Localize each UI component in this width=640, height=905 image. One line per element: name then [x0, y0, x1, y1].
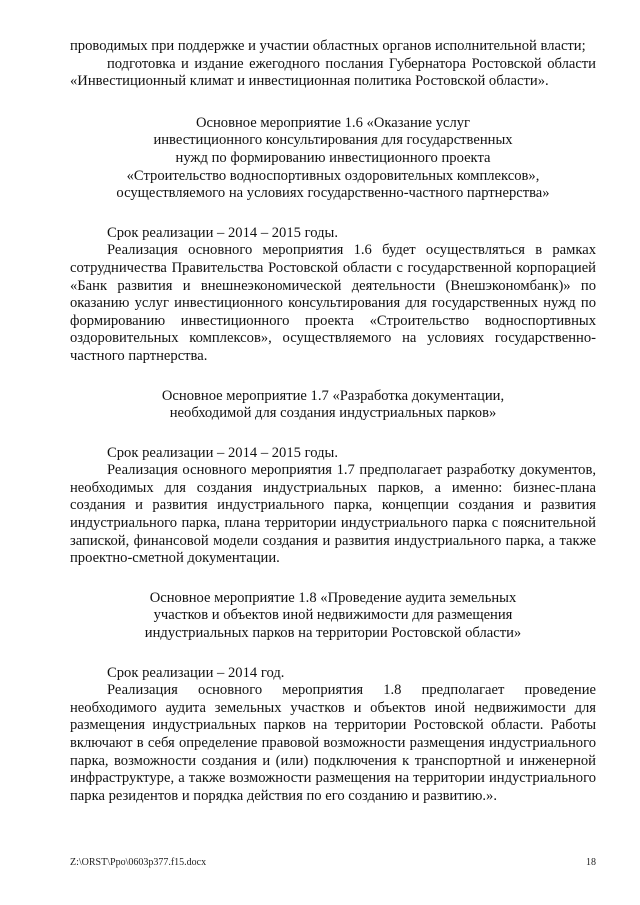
- page-number: 18: [586, 857, 596, 868]
- intro-paragraph: подготовка и издание ежегодного послания Губернатора Ростовской области «Инвестиционный климат и инвестиционная политика Ростовской области».: [70, 55, 596, 90]
- section-1-6: [70, 115, 596, 366]
- section-heading-line: индустриальных парков на территории Ростовской области»: [144, 625, 522, 642]
- implementation-term: Срок реализации – 2014 – 2015 годы.: [107, 224, 338, 241]
- section-body: Реализация основного мероприятия 1.8 предполагает проведение необходимого аудита земельных участков и объектов иной недвижимости для размещения индустриальных парков на территории Ростовской области. Работы включают в себя определение правовой возможности размещения индустриального парка, возможности создания и (или) подключения к транспортной и инженерной инфраструктуре, а также возможности размещения на территории индустриального парка резидентов и порядка действия по его созданию и развитию.».: [70, 682, 596, 804]
- implementation-term: Срок реализации – 2014 год.: [107, 664, 285, 681]
- section-heading-line: необходимой для создания индустриальных парков»: [169, 405, 497, 422]
- section-1-7: [70, 388, 596, 568]
- section-heading-line: Основное мероприятие 1.7 «Разработка документации,: [161, 387, 505, 404]
- file-path: Z:\ORST\Ppo\0603p377.f15.docx: [70, 857, 207, 868]
- section-heading-line: Основное мероприятие 1.6 «Оказание услуг: [195, 114, 471, 131]
- section-body: Реализация основного мероприятия 1.7 предполагает разработку документов, необходимых для создания индустриальных парков, а именно: бизнес-плана создания и развития индустриального парка, концепции создания и развития индустриального парка, плана территории индустриального парка с пояснительной запиской, финансовой модели создания и развития индустриального парка, а также проектно-сметной документации.: [70, 462, 596, 567]
- section-heading-line: нужд по формированию инвестиционного проекта: [175, 149, 491, 166]
- section-heading-line: инвестиционного консультирования для государственных: [153, 132, 513, 149]
- section-1-8: [70, 590, 596, 806]
- document-page: [70, 38, 596, 805]
- intro-paragraph: проводимых при поддержке и участии областных органов исполнительной власти;: [70, 38, 586, 54]
- section-body: Реализация основного мероприятия 1.6 будет осуществляться в рамках сотрудничества Правительства Ростовской области с государственной корпорацией «Банк развития и внешнеэкономической деятельности (Внешэкономбанк)» по оказанию услуг инвестиционного консультирования для государственных нужд по формированию инвестиционного проекта «Строительство водноспортивных оздоровительных комплексов», осуществляемого на условиях государственно-частного партнерства.: [70, 242, 596, 364]
- page-footer: [70, 857, 596, 868]
- section-heading-line: осуществляемого на условиях государственно-частного партнерства»: [116, 185, 550, 202]
- section-heading-line: участков и объектов иной недвижимости для размещения: [153, 607, 513, 624]
- section-heading-line: «Строительство водноспортивных оздоровительных комплексов»,: [126, 167, 540, 184]
- section-heading-line: Основное мероприятие 1.8 «Проведение аудита земельных: [149, 589, 517, 606]
- implementation-term: Срок реализации – 2014 – 2015 годы.: [107, 444, 338, 461]
